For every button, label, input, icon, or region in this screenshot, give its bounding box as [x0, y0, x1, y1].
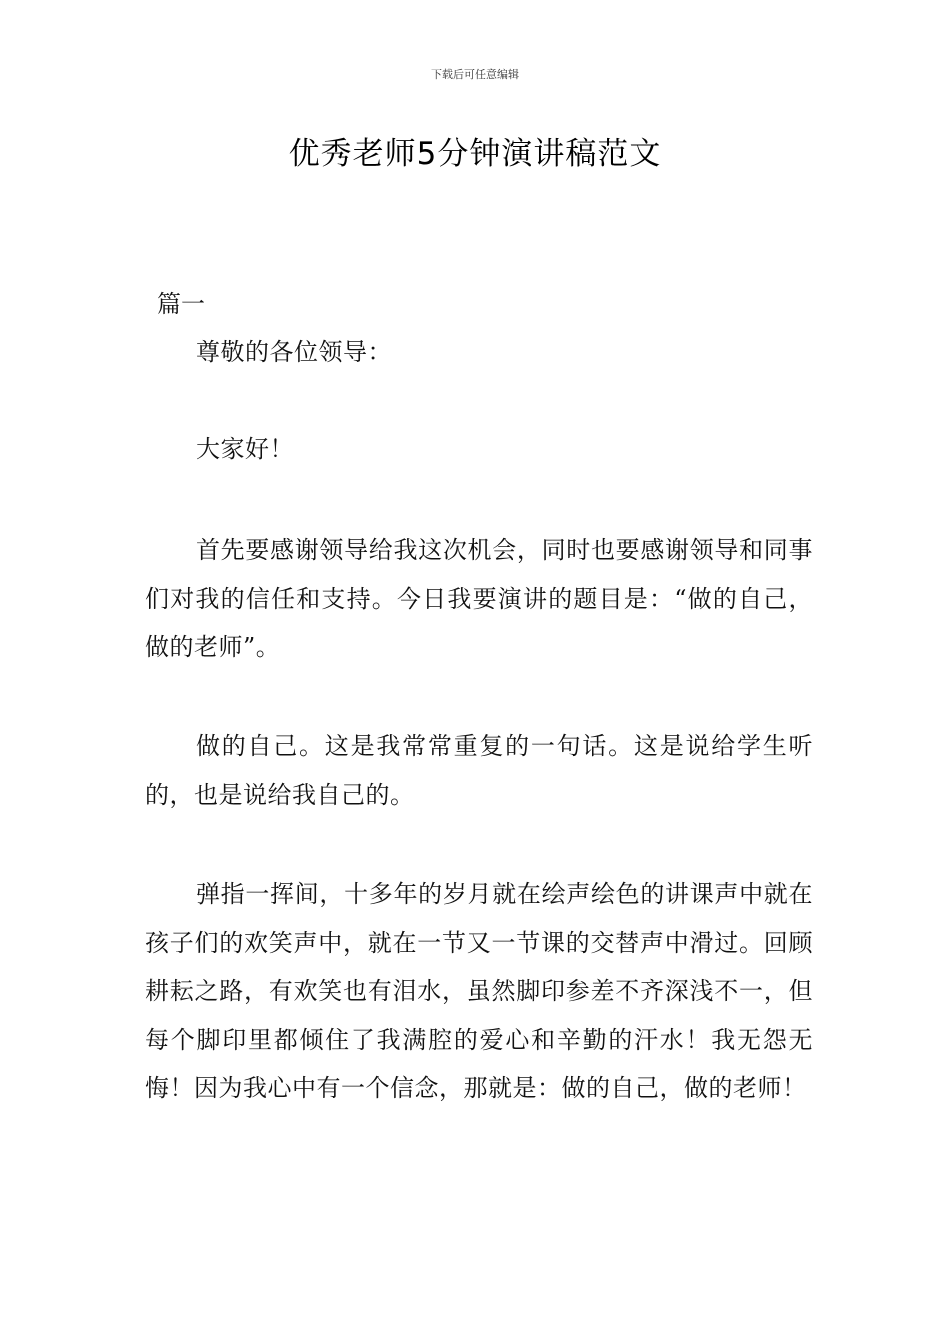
document-title: 优秀老师5分钟演讲稿范文 — [288, 136, 662, 172]
paragraph-greeting: 尊敬的各位领导： — [196, 338, 392, 366]
paragraph-hello: 大家好！ — [196, 435, 294, 463]
paragraph-years: 弹指一挥间，十多年的岁月就在绘声绘色的讲课声中就在孩子们的欢笑声中，就在一节又一节课的交替声中滑过。回顾耕耘之路，有欢笑也有泪水，虽然脚印参差不齐深浅不一，但每个脚印里都倾住了我满腔的爱心和辛勤的汗水！我无怨无悔！因为我心中有一个信念，那就是：做的自己，做的老师！ — [145, 880, 813, 1103]
section-label: 篇一 — [157, 290, 205, 318]
paragraph-thanks: 首先要感谢领导给我这次机会，同时也要感谢领导和同事们对我的信任和支持。今日我要演讲的题目是：“做的自己，做的老师”。 — [145, 536, 813, 662]
header-note: 下载后可任意编辑 — [431, 68, 519, 81]
paragraph-self: 做的自己。这是我常常重复的一句话。这是说给学生听的，也是说给我自己的。 — [145, 732, 813, 809]
